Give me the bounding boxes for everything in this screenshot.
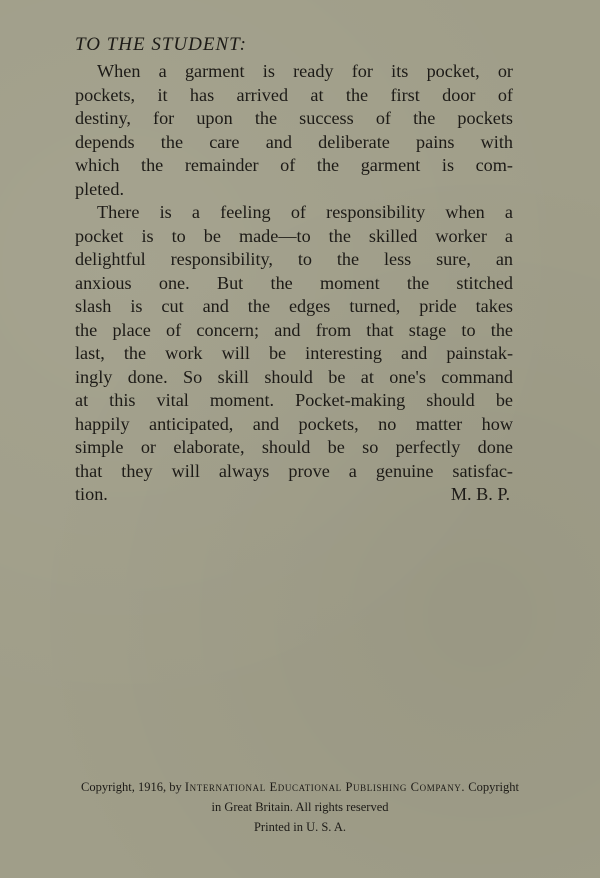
text-line: last, the work will be interesting and painstak- [75,343,513,363]
text-line: which the remainder of the garment is com- [75,155,513,175]
text-line: that they will always prove a genuine satisfac- [75,460,513,481]
text-line: There is a feeling of responsibility when a [97,202,513,222]
page-heading: TO THE STUDENT: [75,34,247,55]
text-line: the place of concern; and from that stage to the [75,319,513,340]
text-line: anxious one. But the moment the stitched [75,272,513,293]
text-line: When a garment is ready for its pocket, or [97,61,513,81]
copyright-line-2: in Great Britain. All rights reserved [211,800,389,814]
text-line: slash is cut and the edges turned, pride takes [75,296,513,316]
text-line: simple or elaborate, should be so perfectly done [75,437,513,457]
copyright-notice [0,777,600,837]
body-text [75,60,513,507]
text-line: tion. [75,484,108,504]
copyright-prefix: Copyright, 1916, by [81,780,182,794]
text-line: pleted. [75,178,124,199]
text-line: destiny, for upon the success of the pockets [75,108,513,128]
text-line: ingly done. So skill should be at one's command [75,366,513,387]
text-line: happily anticipated, and pockets, no matter how [75,413,513,434]
copyright-line-1 [0,777,600,797]
copyright-suffix: Copyright [468,780,519,794]
copyright-line-3: Printed in U. S. A. [253,820,347,834]
text-line: pocket is to be made—to the skilled worker a [75,225,513,246]
text-line: depends the care and deliberate pains with [75,131,513,152]
final-line [75,483,513,507]
text-line: pockets, it has arrived at the first door of [75,84,513,105]
signature-initials: M. B. P. [450,484,510,504]
publisher-name: International Educational Publishing Company. [184,780,466,794]
text-line: delightful responsibility, to the less sure, an [75,249,513,269]
text-line: at this vital moment. Pocket-making should be [75,390,513,410]
